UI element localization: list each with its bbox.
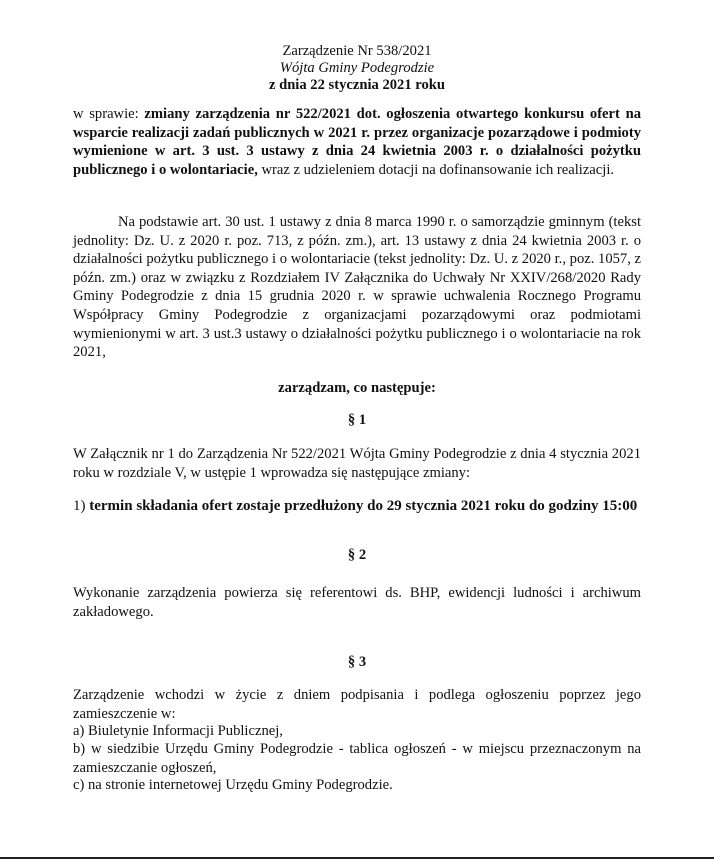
decree-title: Zarządzenie Nr 538/2021	[282, 43, 432, 59]
subject-bold: zmiany zarządzenia nr 522/2021 dot. ogłoszenia otwartego konkursu ofert na wsparcie realizacji zadań publicznych w 2021 r. przez organizacje pozarządowe i podmioty wymienione w art. 3 ust. 3 ustawy z dnia 24 kwietnia 2003 r. o działalności pożytku publicznego i o wolontariacie,	[73, 106, 641, 178]
section-1-text: W Załącznik nr 1 do Zarządzenia Nr 522/2021 Wójta Gminy Podegrodzie z dnia 4 stycznia 2021 roku w rozdziale V, w ustępie 1 wprowadza się następujące zmiany:	[73, 446, 641, 481]
section-2-text: Wykonanie zarządzenia powierza się referentowi ds. BHP, ewidencji ludności i archiwum zakładowego.	[73, 585, 641, 620]
decree-phrase: zarządzam, co następuje:	[278, 380, 436, 396]
section-2-heading: § 2	[347, 547, 367, 563]
section-1-item	[73, 497, 641, 516]
section-3-item-a: a) Biuletynie Informacji Publicznej,	[73, 723, 283, 739]
subject-suffix: wraz z udzieleniem dotacji na dofinansowanie ich realizacji.	[257, 161, 615, 178]
section-1-item-number: 1)	[73, 498, 90, 514]
section-1-heading: § 1	[347, 412, 367, 428]
section-3-item-c: c) na stronie internetowej Urzędu Gminy Podegrodzie.	[73, 777, 393, 793]
legal-basis-paragraph: Na podstawie art. 30 ust. 1 ustawy z dnia 8 marca 1990 r. o samorządzie gminnym (tekst jednolity: Dz. U. z 2020 r. poz. 713, z późn. zm.), art. 13 ustawy z dnia 24 kwietnia 2003 r. o działalności pożytku publicznego i o wolontariacie (tekst jednolity: Dz. U. z 2020 r., poz. 1057, z późn. zm.) oraz w związku z Rozdziałem IV Załącznika do Uchwały Nr XXIV/268/2020 Rady Gminy Podegrodzie z dnia 15 grudnia 2020 r. w sprawie uchwalenia Rocznego Programu Współpracy Gminy Podegrodzie z organizacjami pozarządowymi oraz podmiotami wymienionymi w art. 3 ust.3 ustawy o działalności pożytku publicznego i o wolontariacie na rok 2021,	[73, 214, 641, 361]
subject-prefix: w sprawie:	[73, 106, 145, 122]
section-3-heading: § 3	[347, 654, 367, 670]
section-3-text: Zarządzenie wchodzi w życie z dniem podpisania i podlega ogłoszeniu poprzez jego zamieszczenie w:	[73, 687, 641, 722]
decree-issuer: Wójta Gminy Podegrodzie	[279, 60, 435, 76]
decree-date: z dnia 22 stycznia 2021 roku	[268, 77, 446, 93]
section-1-item-text: termin składania ofert zostaje przedłużony do 29 stycznia 2021 roku do godziny 15:00	[89, 498, 638, 514]
section-3-item-b: b) w siedzibie Urzędu Gminy Podegrodzie - tablica ogłoszeń - w miejscu przeznaczonym na zamieszczanie ogłoszeń,	[73, 741, 641, 776]
subject-paragraph	[73, 105, 641, 179]
